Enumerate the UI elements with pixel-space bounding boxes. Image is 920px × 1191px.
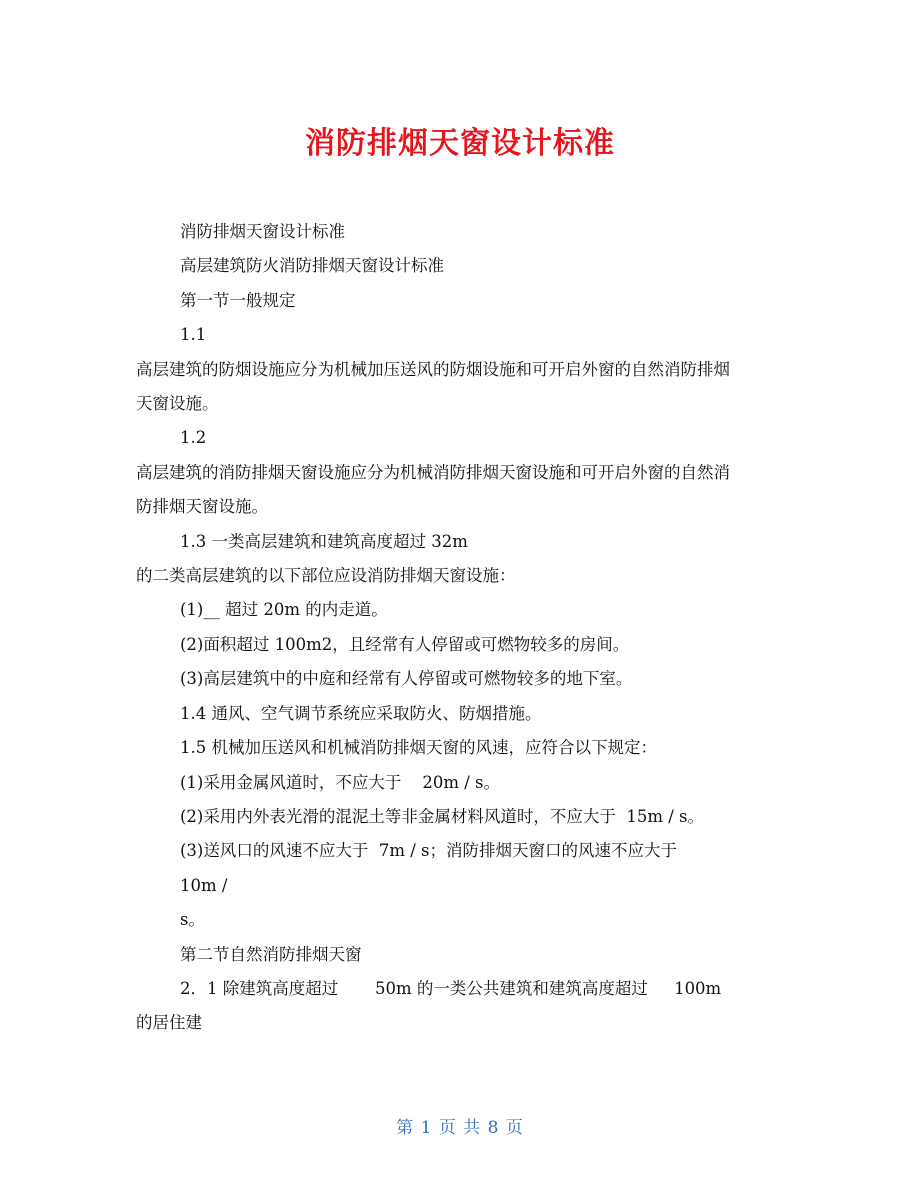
text-line: 10m /: [180, 875, 228, 895]
text-line: 天窗设施。: [136, 394, 219, 414]
text-line: 消防排烟天窗设计标准: [180, 222, 345, 241]
page-title: 消防排烟天窗设计标准: [305, 126, 615, 161]
text-line: 1.1: [180, 325, 207, 345]
text-line: 高层建筑的消防排烟天窗设施应分为机械消防排烟天窗设施和可开启外窗的自然消: [136, 462, 730, 482]
text-line: (2)采用内外表光滑的混泥土等非金属材料风道时，不应大于 15m / s。: [180, 806, 705, 826]
text-line: (3)高层建筑中的中庭和经常有人停留或可燃物较多的地下室。: [180, 669, 633, 689]
text-line: 第一节一般规定: [180, 290, 296, 310]
text-line: (1)采用金属风道时，不应大于 20m / s。: [180, 772, 501, 792]
text-line: (3)送风口的风速不应大于 7m / s；消防排烟天窗口的风速不应大于: [180, 841, 678, 861]
text-line: 1.3 一类高层建筑和建筑高度超过 32m: [180, 531, 468, 551]
text-line: 高层建筑防火消防排烟天窗设计标准: [180, 256, 444, 276]
text-line: 高层建筑的防烟设施应分为机械加压送风的防烟设施和可开启外窗的自然消防排烟: [136, 359, 730, 379]
text-line: 第二节自然消防排烟天窗: [180, 944, 362, 964]
text-line: 的二类高层建筑的以下部位应设消防排烟天窗设施：: [136, 566, 516, 586]
document-body: [136, 215, 796, 1041]
text-line: 1.4 通风、空气调节系统应采取防火、防烟措施。: [180, 703, 542, 723]
text-line: (2)面积超过 100m2，且经常有人停留或可燃物较多的房间。: [180, 634, 630, 654]
text-line: 1.2: [180, 428, 207, 448]
page-footer: 第 1 页 共 8 页: [396, 1118, 524, 1138]
text-line: 1.5 机械加压送风和机械消防排烟天窗的风速，应符合以下规定：: [180, 738, 657, 758]
text-line: 2．1 除建筑高度超过 50m 的一类公共建筑和建筑高度超过 100m: [180, 978, 722, 998]
text-line: 的居住建: [136, 1013, 202, 1033]
text-line: (1)__ 超过 20m 的内走道。: [180, 600, 388, 620]
text-line: 防排烟天窗设施。: [136, 497, 268, 517]
text-line: s。: [180, 910, 205, 930]
